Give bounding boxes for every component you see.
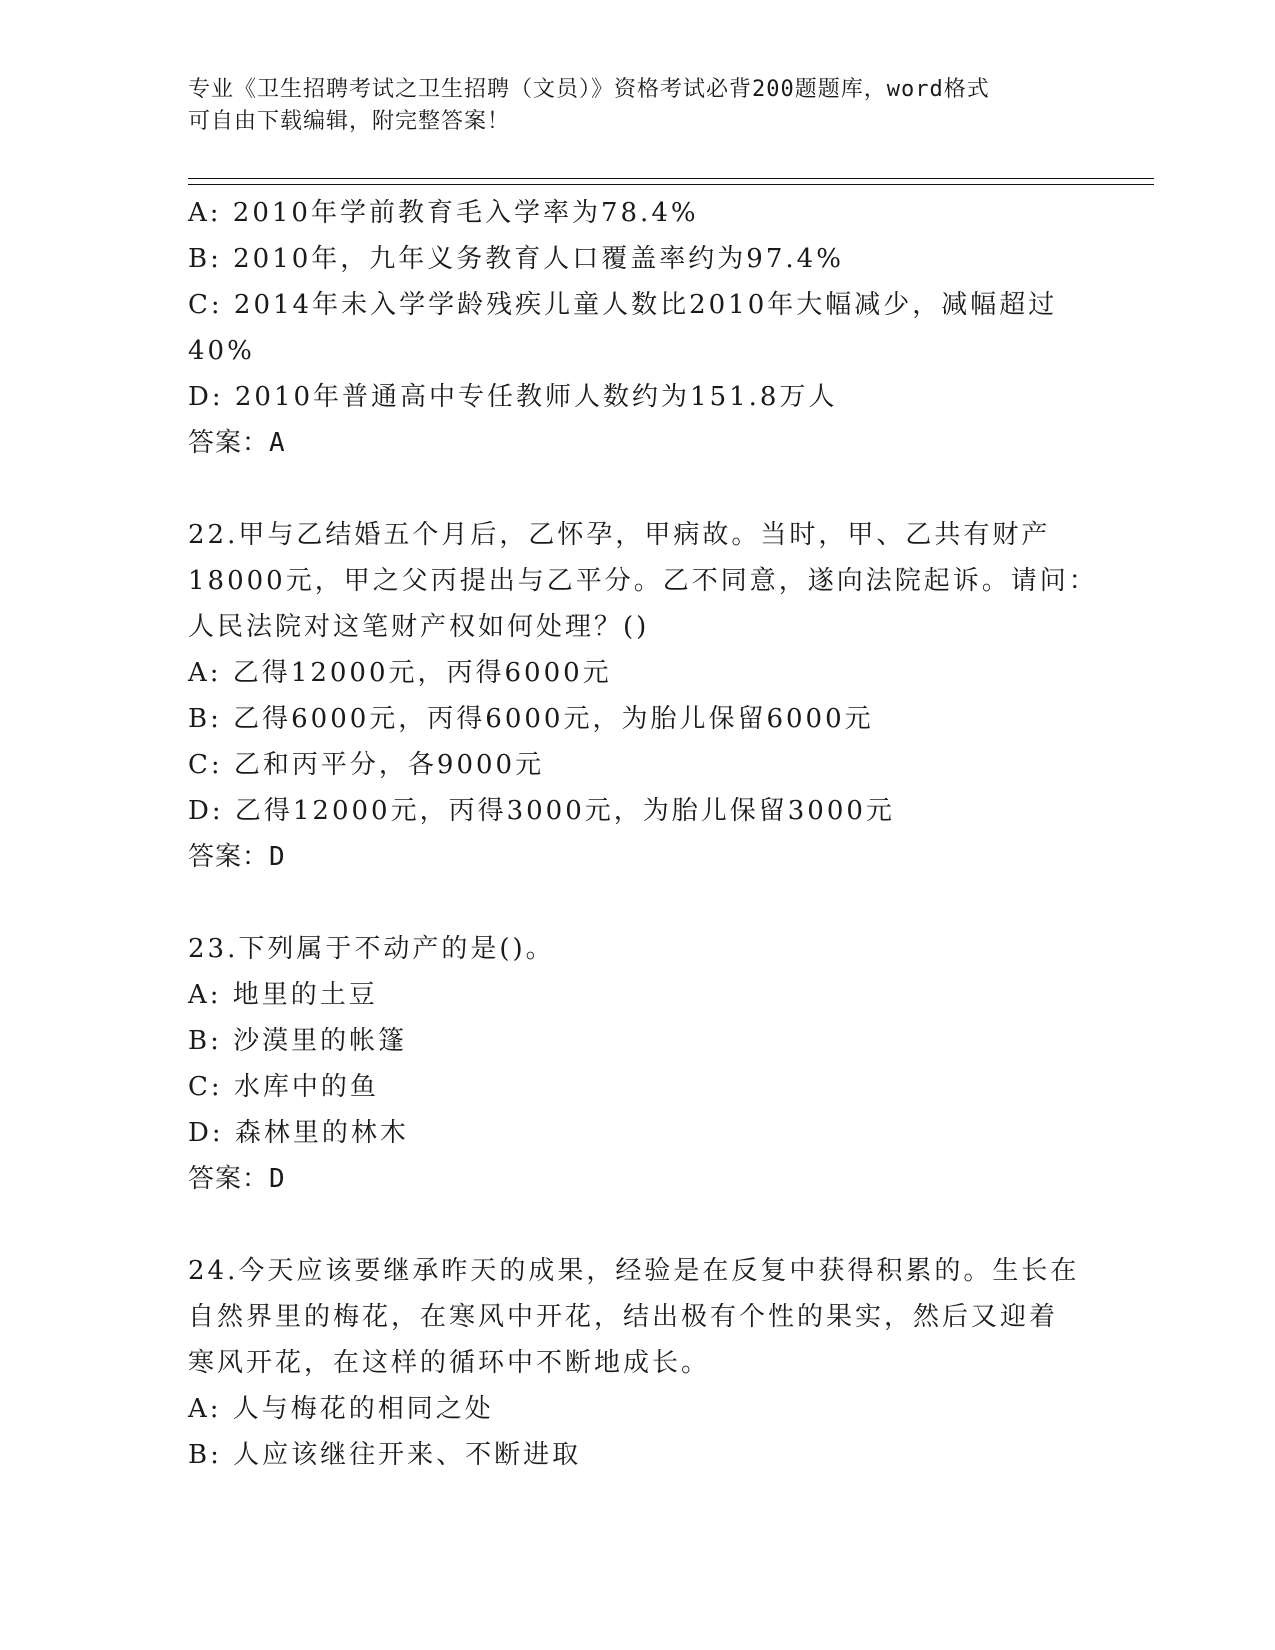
question-stem-line: 23.下列属于不动产的是()。 xyxy=(188,934,555,964)
option-a: A: 乙得12000元，丙得6000元 xyxy=(188,658,612,688)
question-answer: 答案：D xyxy=(188,842,286,872)
question-22 xyxy=(188,512,1098,880)
question-stem-line: 18000元，甲之父丙提出与乙平分。乙不同意，遂向法院起诉。请问： xyxy=(188,566,1098,596)
question-24 xyxy=(188,1248,1088,1478)
question-stem-line: 人民法院对这笔财产权如何处理？() xyxy=(188,612,650,642)
option-b: B: 2010年，九年义务教育人口覆盖率约为97.4% xyxy=(188,244,844,274)
option-d: D: 乙得12000元，丙得3000元，为胎儿保留3000元 xyxy=(188,796,895,826)
question-content xyxy=(188,190,1098,1478)
question-stem-line: 自然界里的梅花，在寒风中开花，结出极有个性的果实，然后又迎着 xyxy=(188,1302,1059,1332)
header-line-2: 可自由下载编辑，附完整答案！ xyxy=(188,109,511,134)
option-a: A: 2010年学前教育毛入学率为78.4% xyxy=(188,198,699,228)
option-d: D: 2010年普通高中专任教师人数约为151.8万人 xyxy=(188,382,838,412)
option-b: B: 人应该继往开来、不断进取 xyxy=(188,1440,582,1470)
question-answer: 答案：D xyxy=(188,1164,286,1194)
option-c: C: 乙和丙平分，各9000元 xyxy=(188,750,545,780)
document-header xyxy=(188,74,1088,138)
question-stem-line: 22.甲与乙结婚五个月后，乙怀孕，甲病故。当时，甲、乙共有财产 xyxy=(188,520,1051,550)
prev-question-answer: 答案：A xyxy=(188,428,286,458)
question-stem-line: 24.今天应该要继承昨天的成果，经验是在反复中获得积累的。生长在 xyxy=(188,1256,1080,1286)
header-rule-top xyxy=(188,178,1154,179)
prev-question-options xyxy=(188,190,1088,420)
option-b: B: 沙漠里的帐篷 xyxy=(188,1026,408,1056)
option-a: A: 地里的土豆 xyxy=(188,980,378,1010)
spacer xyxy=(188,466,1088,512)
question-stem-line: 寒风开花，在这样的循环中不断地成长。 xyxy=(188,1348,711,1378)
option-a: A: 人与梅花的相同之处 xyxy=(188,1394,494,1424)
option-c-continued: 40% xyxy=(188,336,255,366)
option-d: D: 森林里的林木 xyxy=(188,1118,409,1148)
option-c: C: 水库中的鱼 xyxy=(188,1072,379,1102)
option-c: C: 2014年未入学学龄残疾儿童人数比2010年大幅减少，减幅超过 xyxy=(188,290,1058,320)
question-23 xyxy=(188,926,1088,1202)
spacer xyxy=(188,880,1088,926)
option-b: B: 乙得6000元，丙得6000元，为胎儿保留6000元 xyxy=(188,704,874,734)
header-line-1: 专业《卫生招聘考试之卫生招聘（文员）》资格考试必背200题题库，word格式 xyxy=(188,77,990,102)
spacer xyxy=(188,1202,1088,1248)
header-rule-bottom xyxy=(188,184,1154,185)
